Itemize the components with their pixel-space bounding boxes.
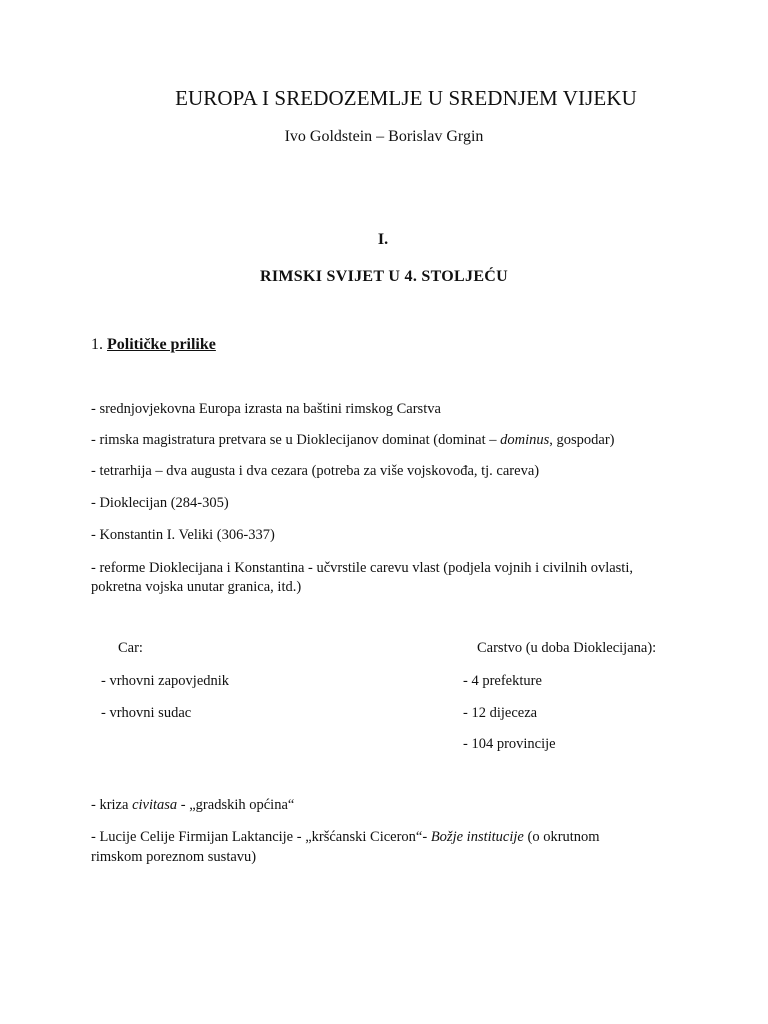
bullet-line: - Konstantin I. Veliki (306-337) [91, 527, 275, 543]
car-item: - vrhovni zapovjednik [101, 673, 230, 689]
bullet-text: - kriza [91, 797, 133, 813]
car-header: Car: [118, 640, 143, 656]
bullet-text: - rimska magistratura pretvara se u Dioklecijanov dominat (dominat – [91, 432, 501, 448]
bullet-line-continuation: rimskom poreznom sustavu) [91, 849, 257, 865]
section-heading [91, 336, 216, 354]
bullet-line: - tetrarhija – dva augusta i dva cezara (potreba za više vojskovođa, tj. careva) [91, 463, 540, 479]
bullet-text: - Lucije Celije Firmijan Laktancije - „kršćanski Ciceron“- [91, 829, 431, 845]
bullet-line: - reforme Dioklecijana i Konstantina - učvrstile carevu vlast (podjela vojnih i civilnih ovlasti, [91, 560, 633, 576]
carstvo-header: Carstvo (u doba Dioklecijana): [477, 640, 657, 656]
section-title: Političke prilike [107, 336, 216, 353]
bullet-italic-term: dominus [500, 432, 550, 448]
carstvo-item: - 4 prefekture [463, 673, 542, 689]
bullet-line: - srednjovjekovna Europa izrasta na baštini rimskog Carstva [91, 401, 441, 417]
document-authors: Ivo Goldstein – Borislav Grgin [284, 128, 484, 145]
bullet-text: , gospodar) [549, 432, 615, 448]
car-item: - vrhovni sudac [101, 705, 192, 721]
bullet-text: (o okrutnom [523, 829, 600, 845]
carstvo-item: - 104 provincije [463, 736, 556, 752]
bullet-line-continuation: pokretna vojska unutar granica, itd.) [91, 579, 302, 595]
document-title: EUROPA I SREDOZEMLJE U SREDNJEM VIJEKU [175, 86, 637, 110]
bullet-line: - Dioklecijan (284-305) [91, 495, 229, 511]
bullet-italic-term: Božje institucije [430, 829, 524, 845]
bullet-line [91, 829, 600, 846]
bullet-line [91, 797, 294, 814]
bullet-text: - „gradskih općina“ [177, 797, 295, 813]
carstvo-item: - 12 dijeceza [463, 705, 538, 721]
chapter-title: RIMSKI SVIJET U 4. STOLJEĆU [259, 268, 509, 285]
chapter-number: I. [377, 231, 389, 248]
bullet-italic-term: civitasa [132, 797, 178, 813]
bullet-line [91, 432, 615, 449]
section-number: 1. [91, 336, 103, 353]
